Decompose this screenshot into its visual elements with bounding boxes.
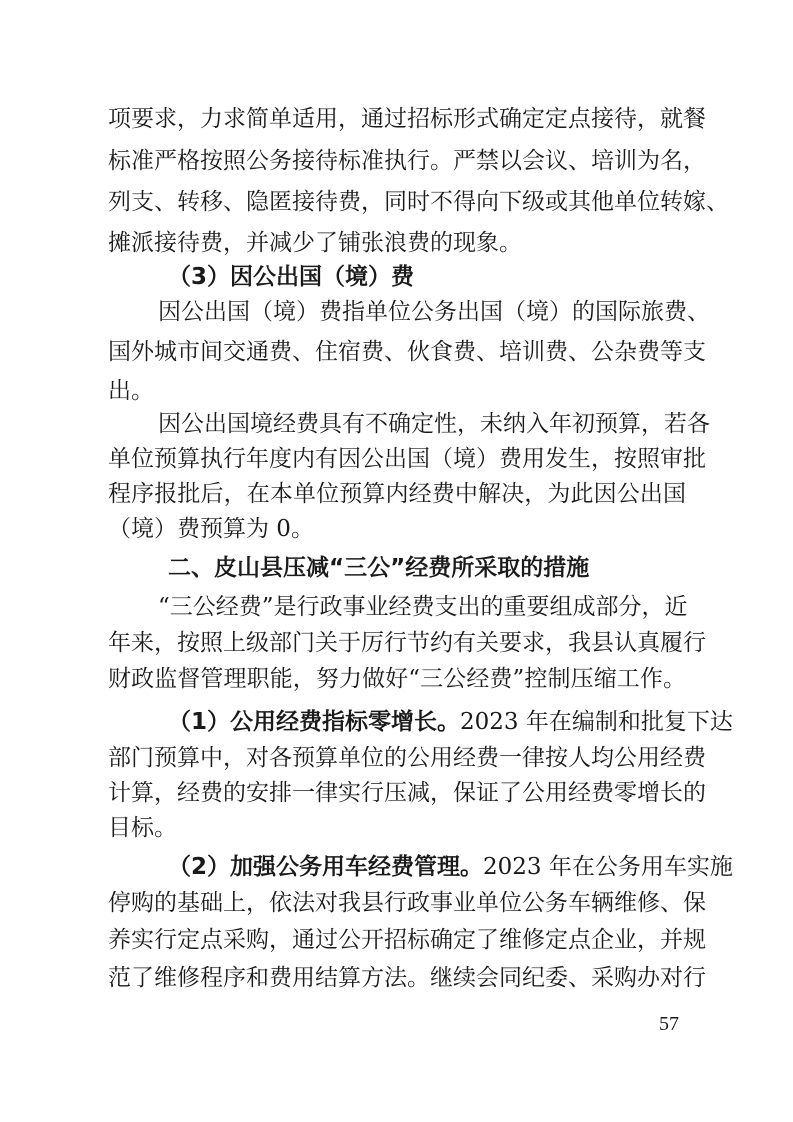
text-line: 目标。	[108, 815, 177, 841]
text-line: 出。	[108, 378, 154, 404]
bold-lead: （2）加强公务用车经费管理。	[168, 854, 484, 880]
text-line: 部门预算中，对各预算单位的公用经费一律按人均公用经费	[108, 745, 706, 771]
text-line: 年来，按照上级部门关于厉行节约有关要求，我县认真履行	[108, 630, 706, 656]
text-line: （境）费预算为 0。	[108, 516, 314, 542]
text-line: 财政监督管理职能，努力做好“三公经费”控制压缩工作。	[108, 666, 686, 692]
bold-lead: （1）公用经费指标零增长。	[168, 709, 461, 735]
section-heading: 二、皮山县压减“三公”经费所采取的措施	[168, 555, 590, 581]
text-line: “三公经费”是行政事业经费支出的重要组成部分，近	[158, 594, 688, 620]
text-line: 计算，经费的安排一律实行压减，保证了公用经费零增长的	[108, 780, 706, 806]
text-line: 国外城市间交通费、住宿费、伙食费、培训费、公杂费等支	[108, 339, 706, 365]
page-number: 57	[659, 1013, 679, 1035]
text-line: 项要求，力求简单适用，通过招标形式确定定点接待，就餐	[108, 106, 706, 132]
text-line: 程序报批后，在本单位预算内经费中解决，为此因公出国	[108, 481, 686, 507]
text-line: 停购的基础上，依法对我县行政事业单位公务车辆维修、保	[108, 890, 706, 916]
text-line: 摊派接待费，并减少了铺张浪费的现象。	[108, 230, 522, 256]
text-line: 范了维修程序和费用结算方法。继续会同纪委、采购办对行	[108, 965, 706, 991]
text-line: 因公出国（境）费指单位公务出国（境）的国际旅费、	[158, 299, 710, 325]
text-run: 2023 年在公务用车实施	[483, 854, 733, 880]
paragraph-first-line	[168, 706, 733, 740]
text-line: 养实行定点采购，通过公开招标确定了维修定点企业，并规	[108, 927, 706, 953]
text-line: 单位预算执行年度内有因公出国（境）费用发生，按照审批	[108, 446, 706, 472]
text-run: 2023 年在编制和批复下达	[460, 709, 733, 735]
text-line: 标准严格按照公务接待标准执行。严禁以会议、培训为名，	[108, 148, 706, 174]
paragraph-first-line	[168, 851, 733, 885]
text-line: 因公出国境经费具有不确定性，未纳入年初预算，若各	[158, 411, 710, 437]
text-line: 列支、转移、隐匿接待费，同时不得向下级或其他单位转嫁、	[108, 189, 729, 215]
subheading-abroad-expenses: （3）因公出国（境）费	[168, 264, 415, 290]
